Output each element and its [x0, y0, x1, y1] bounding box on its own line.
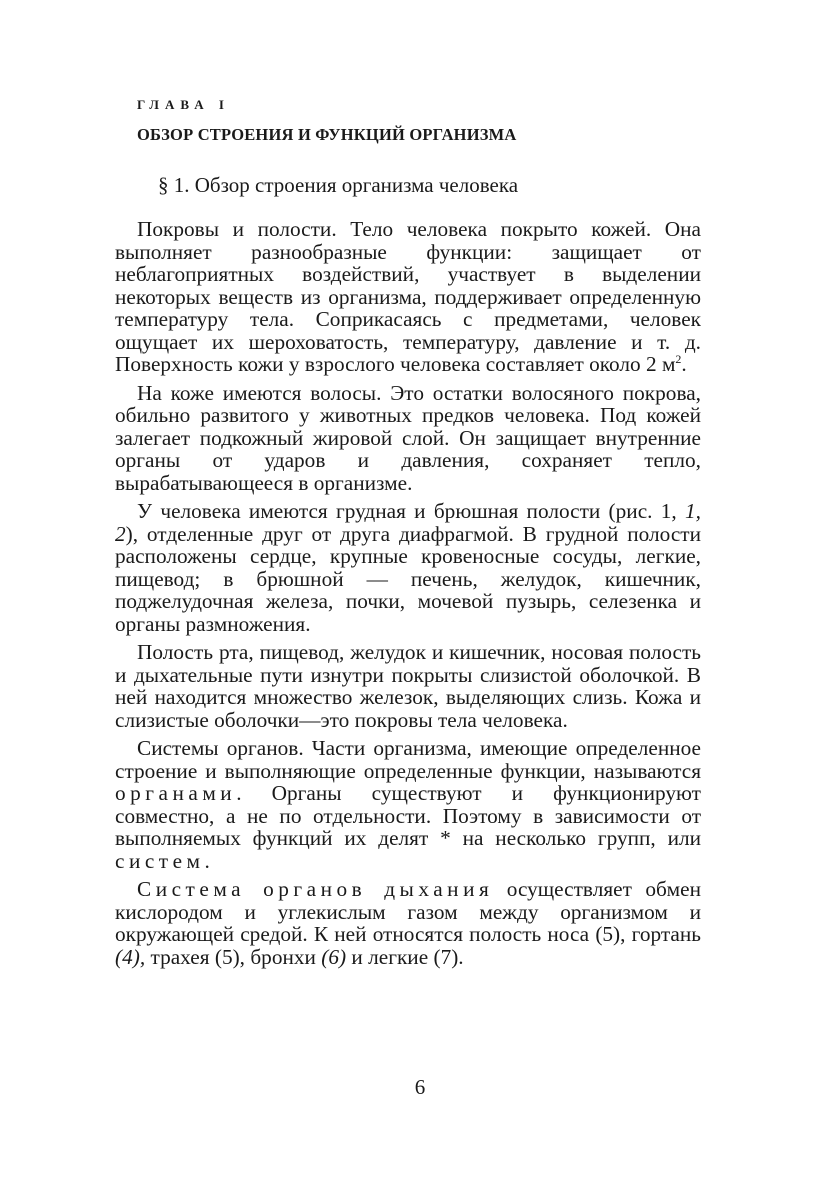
- chapter-title: ОБЗОР СТРОЕНИЯ И ФУНКЦИЙ ОРГАНИЗМА: [137, 125, 517, 144]
- paragraph-text: трахея (5), бронхи: [145, 944, 322, 969]
- paragraph-text: . Органы существуют и функционируют совместно, а не по отдельности. Поэтому в зависимости от выполняемых функций их делят * на несколько групп, или: [115, 781, 701, 850]
- figure-reference: 1, 2: [115, 499, 701, 546]
- figure-reference: (4),: [115, 944, 146, 969]
- spaced-term-systems: систем: [115, 848, 205, 873]
- paragraph-text: и легкие (7).: [346, 944, 464, 969]
- paragraph-hair: На коже имеются волосы. Это остатки волосяного покрова, обильно развитого у животных предков человека. Под кожей залегает подкожный жировой слой. Он защищает внутренние органы от ударов и давления, сохраняет тепло, вырабатывающееся в организме.: [115, 380, 701, 495]
- page-content: [115, 96, 701, 974]
- spaced-term-respiratory-system: Система органов дыхания: [137, 877, 494, 901]
- paragraph-text: Покровы и полости. Тело человека покрыто кожей. Она выполняет разнообразные функции: защищает от неблагоприятных воздействий, участвует в выделении некоторых веществ из организма, поддерживает определенную температуру тела. Соприкасаясь с предметами, человек ощущает их шероховатость, температуру, давление и т. д. Поверхность кожи у взрослого человека составляет около 2 м: [115, 217, 701, 376]
- paragraph-text: ), отделенные друг от друга диафрагмой. В грудной полости расположены сердце, крупные кровеносные сосуды, легкие, пищевод; в брюшной — печень, желудок, кишечник, поджелудочная железа, почки, мочевой пузырь, селезенка и органы размножения.: [115, 521, 701, 636]
- figure-reference: (6): [321, 944, 347, 969]
- paragraph-respiratory: [115, 878, 701, 968]
- paragraph-text: Системы органов. Части организма, имеющие определенное строение и выполняющие определенные функции, называются: [115, 736, 701, 783]
- paragraph-organ-systems: [115, 737, 701, 872]
- paragraph-covers: [115, 218, 701, 376]
- superscript: 2: [675, 351, 682, 366]
- section-title: § 1. Обзор строения организма человека: [158, 173, 519, 197]
- paragraph-text: осуществляет обмен кислородом и углекислым газом между организмом и окружающей средой. К ней относятся полость носа (5), гортань: [115, 877, 701, 946]
- paragraph-text: У человека имеются грудная и брюшная полости (рис. 1,: [137, 499, 686, 523]
- chapter-label: ГЛАВА I: [137, 97, 230, 112]
- paragraph-text: .: [681, 352, 687, 376]
- spaced-term-organs: органами: [115, 781, 237, 805]
- page-number: 6: [414, 1075, 426, 1099]
- paragraph-mucous: Полость рта, пищевод, желудок и кишечник, носовая полость и дыхательные пути изнутри покрыты слизистой оболочкой. В ней находится множество железок, выделяющих слизь. Кожа и слизистые оболочки—это покровы тела человека.: [115, 640, 701, 732]
- paragraph-cavities: [115, 500, 701, 635]
- paragraph-text: .: [204, 848, 210, 873]
